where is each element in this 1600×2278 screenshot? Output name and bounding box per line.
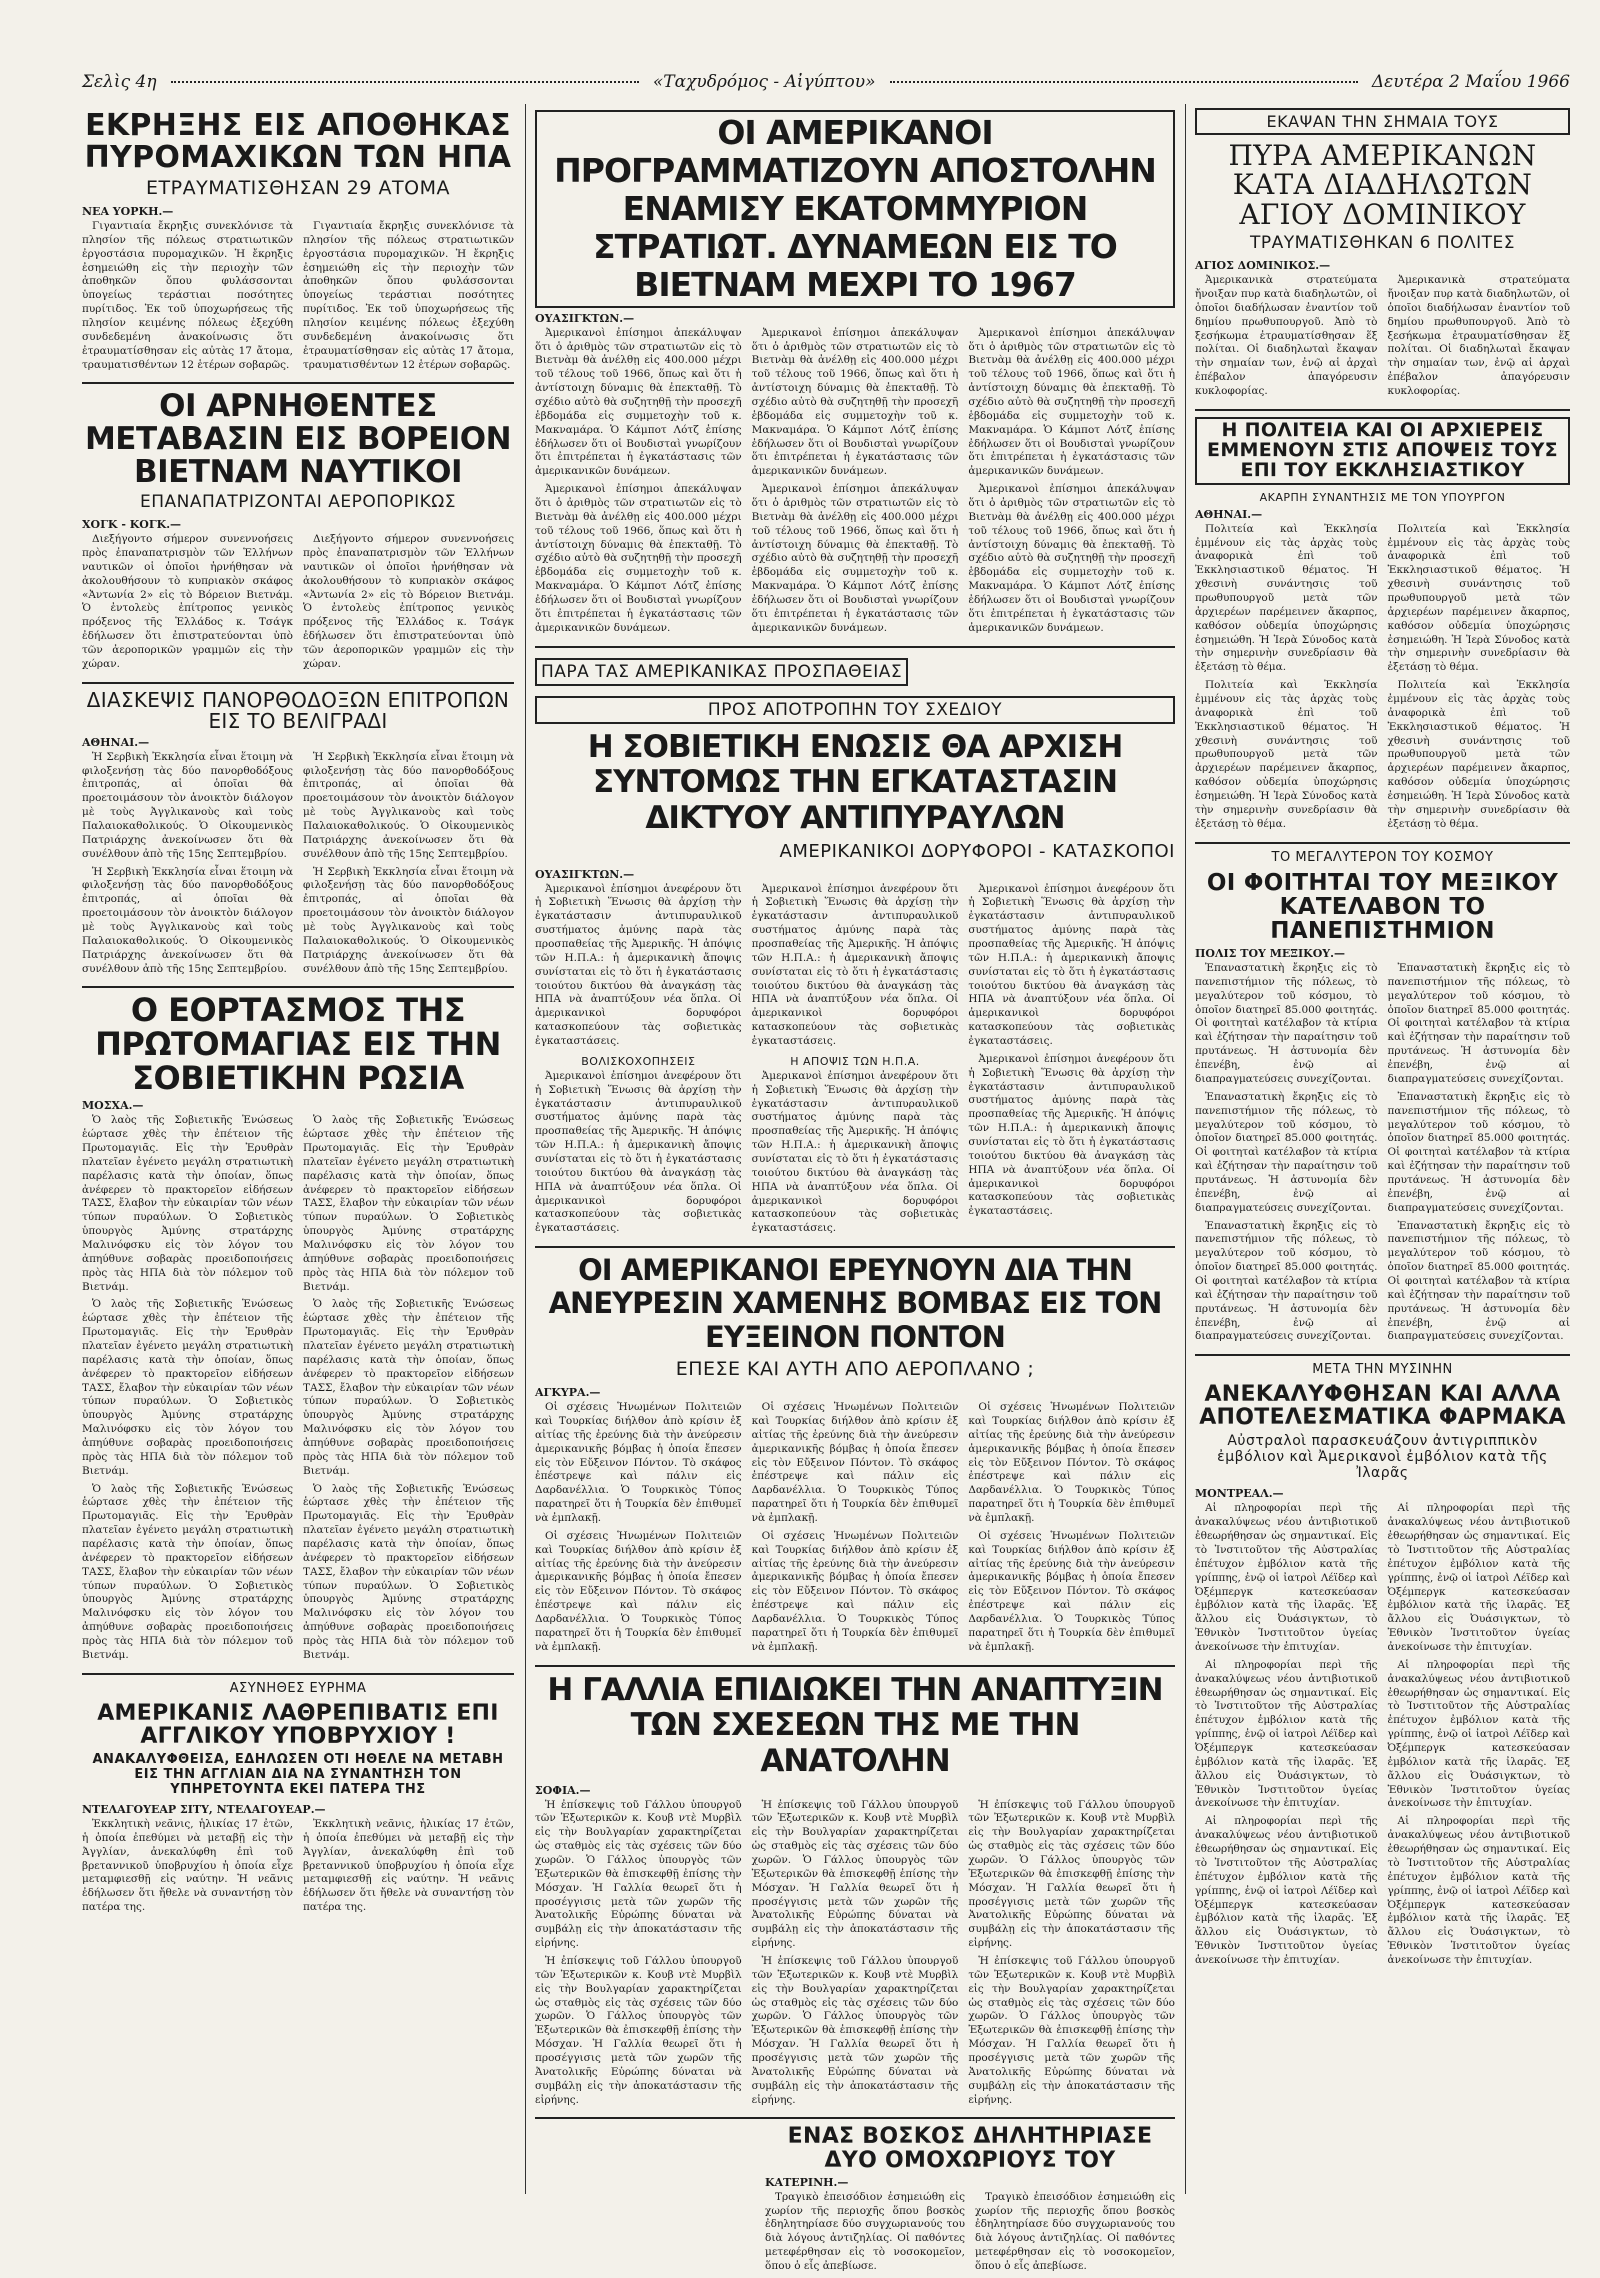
article-stowaway [82, 1681, 514, 1919]
headline: Ο ΕΟΡΤΑΣΜΟΣ ΤΗΣ ΠΡΩΤΟΜΑΓΙΑΣ ΕΙΣ ΤΗΝ ΣΟΒΙΕΤΙΚΗΝ ΡΩΣΙΑ [95, 991, 501, 1097]
article-body: Ὁ λαὸς τῆς Σοβιετικῆς Ἑνώσεως ἑώρτασε χθὲς τὴν ἐπέτειον τῆς Πρωτομαγιᾶς. Εἰς τὴν Ἐρυθρὰν πλατεῖαν ἐγένετο μεγάλη στρατιωτικὴ παρέλασις κατὰ τὴν ὁποίαν, ὅπως ἀνέφερεν τὸ πρακτορεῖον εἰδήσεων ΤΑΣΣ, ἔλαβον τὴν εὐκαιρίαν τῶν νέων τύπων πυραύλων. Ὁ Σοβιετικὸς ὑπουργὸς Ἀμύνης στρατάρχης Μαλινόφσκυ εἰς τὸν λόγον του ἀπηύθυνε σοβαρὰς προειδοποιήσεις πρὸς τὰς ΗΠΑ διὰ τὸν πόλεμον τοῦ Βιετνάμ. [82, 1482, 293, 1661]
article-body: Ὁ λαὸς τῆς Σοβιετικῆς Ἑνώσεως ἑώρτασε χθὲς τὴν ἐπέτειον τῆς Πρωτομαγιᾶς. Εἰς τὴν Ἐρυθρὰν πλατεῖαν ἐγένετο μεγάλη στρατιωτικὴ παρέλασις κατὰ τὴν ὁποίαν, ὅπως ἀνέφερεν τὸ πρακτορεῖον εἰδήσεων ΤΑΣΣ, ἔλαβον τὴν εὐκαιρίαν τῶν νέων τύπων πυραύλων. Ὁ Σοβιετικὸς ὑπουργὸς Ἀμύνης στρατάρχης Μαλινόφσκυ εἰς τὸν λόγον του ἀπηύθυνε σοβαρὰς προειδοποιήσεις πρὸς τὰς ΗΠΑ διὰ τὸν πόλεμον τοῦ Βιετνάμ. [303, 1114, 514, 1293]
article-body: Ἡ ἐπίσκεψις τοῦ Γάλλου ὑπουργοῦ τῶν Ἐξωτερικῶν κ. Κουβ ντὲ Μυρβὶλ εἰς τὴν Βουλγαρίαν χαρακτηρίζεται ὡς σταθμὸς εἰς τὰς σχέσεις τῶν δύο χωρῶν. Ὁ Γάλλος ὑπουργὸς τῶν Ἐξωτερικῶν θὰ ἐπισκεφθῇ ἐπίσης τὴν Μόσχαν. Ἡ Γαλλία θεωρεῖ ὅτι ἡ προσέγγισις μετὰ τῶν χωρῶν τῆς Ἀνατολικῆς Εὐρώπης δύναται νὰ συμβάλῃ εἰς τὴν ἀποκατάστασιν τῆς εἰρήνης. [751, 1955, 959, 2106]
article-body: Ἐπαναστατικὴ ἔκρηξις εἰς τὸ πανεπιστήμιον τῆς πόλεως, τὸ μεγαλύτερον τοῦ κόσμου, τὸ ὁποῖον διατηρεῖ 85.000 φοιτητάς. Οἱ φοιτηταὶ κατέλαβον τὰ κτίρια καὶ ἐζήτησαν τὴν παραίτησιν τοῦ πρυτάνεως. Ἡ ἀστυνομία δὲν ἐπενέβη, ἐνῷ αἱ διαπραγματεύσεις συνεχίζονται. [1387, 1219, 1570, 1343]
kicker: ΠΡΟΣ ΑΠΟΤΡΟΠΗΝ ΤΟΥ ΣΧΕΔΙΟΥ [535, 696, 1175, 724]
kicker: ΜΕΤΑ ΤΗΝ ΜΥΣΙΝΗΝ [1312, 1362, 1453, 1378]
article-body: Γιγαντιαία ἔκρηξις συνεκλόνισε τὰ πλησίον τῆς πόλεως στρατιωτικῶν ἐργοστάσια πυρομαχικῶν. Ἡ ἔκρηξις ἐσημειώθη εἰς τὴν περιοχὴν τῶν ἀποθηκῶν ὅπου φυλάσσονται ὑπογείως τεράστιαι ποσότητες πυρίτιδος. Ἐκ τοῦ ὑποχωρήσεως τῆς πλησίον κειμένης πόλεως ἐξεχύθη συνδεδεμένη ἀνακοίνωσις ὅτι ἐτραυματίσθησαν εἰς αὐτὰς 17 ἄτομα, τραυματισθέντων 12 ἑτέρων σοβαρῶς. [82, 220, 293, 371]
article-vietnam-troops [535, 110, 1175, 640]
article-body: Αἱ πληροφορίαι περὶ τῆς ἀνακαλύψεως νέου ἀντιβιοτικοῦ ἐθεωρήθησαν ὡς σημαντικαί. Εἰς τὸ Ἰνστιτοῦτον τῆς Αὐστραλίας ἐπέτυχον ἐμβόλιον κατὰ τῆς γρίππης, ἐνῷ οἱ ἰατροὶ Λέϊδερ καὶ Ὀξέμπεργκ κατεσκεύασαν ἐμβόλιον κατὰ τῆς ἰλαρᾶς. Ἐξ ἄλλου εἰς Ὀυάσιγκτων, τὸ Ἐθνικὸν Ἰνστιτοῦτον ὑγείας ἀνεκοίνωσε τὴν ἐπιτυχίαν. [1195, 1502, 1378, 1654]
article-body: Ἀμερικανοὶ ἐπίσημοι ἀνεφέρουν ὅτι ἡ Σοβιετικὴ Ἕνωσις θὰ ἀρχίσῃ τὴν ἐγκατάστασιν ἀντιπυραυλικοῦ συστήματος ἀμύνης παρὰ τὰς προσπαθείας τῆς Ἀμερικῆς. Ἡ ἀπόψις τῶν Η.Π.Α.: ἡ ἀμερικανικὴ ἄποψις συνίσταται εἰς τὸ ὅτι ἡ ἐγκατάστασις τοιούτου δικτύου θὰ ἀναγκάσῃ τὰς ΗΠΑ νὰ ἀναπτύξουν νέα ὅπλα. Οἱ ἀμερικανικοὶ δορυφόροι κατασκοπεύουν τὰς σοβιετικὰς ἐγκαταστάσεις. [968, 1052, 1176, 1218]
divider [1195, 409, 1570, 411]
kicker: ΕΚΑΨΑΝ ΤΗΝ ΣΗΜΑΙΑ ΤΟΥΣ [1195, 108, 1570, 135]
divider [535, 1246, 1175, 1248]
article-body: Αἱ πληροφορίαι περὶ τῆς ἀνακαλύψεως νέου ἀντιβιοτικοῦ ἐθεωρήθησαν ὡς σημαντικαί. Εἰς τὸ Ἰνστιτοῦτον τῆς Αὐστραλίας ἐπέτυχον ἐμβόλιον κατὰ τῆς γρίππης, ἐνῷ οἱ ἰατροὶ Λέϊδερ καὶ Ὀξέμπεργκ κατεσκεύασαν ἐμβόλιον κατὰ τῆς ἰλαρᾶς. Ἐξ ἄλλου εἰς Ὀυάσιγκτων, τὸ Ἐθνικὸν Ἰνστιτοῦτον ὑγείας ἀνεκοίνωσε τὴν ἐπιτυχίαν. [1387, 1502, 1570, 1654]
divider [82, 682, 514, 684]
article-body: Ἀμερικανοὶ ἐπίσημοι ἀνεφέρουν ὅτι ἡ Σοβιετικὴ Ἕνωσις θὰ ἀρχίσῃ τὴν ἐγκατάστασιν ἀντιπυραυλικοῦ συστήματος ἀμύνης παρὰ τὰς προσπαθείας τῆς Ἀμερικῆς. Ἡ ἀπόψις τῶν Η.Π.Α.: ἡ ἀμερικανικὴ ἄποψις συνίσταται εἰς τὸ ὅτι ἡ ἐγκατάστασις τοιούτου δικτύου θὰ ἀναγκάσῃ τὰς ΗΠΑ νὰ ἀναπτύξουν νέα ὅπλα. Οἱ ἀμερικανικοὶ δορυφόροι κατασκοπεύουν τὰς σοβιετικὰς ἐγκαταστάσεις. [535, 1069, 742, 1235]
headline: ΟΙ ΑΜΕΡΙΚΑΝΟΙ ΠΡΟΓΡΑΜΜΑΤΙΖΟΥΝ ΑΠΟΣΤΟΛΗΝ ΕΝΑΜΙΣΥ ΕΚΑΤΟΜΜΥΡΙΟΝ ΣΤΡΑΤΙΩΤ. ΔΥΝΑΜΕΩΝ ΕΙΣ ΤΟ ΒΙΕΤΝΑΜ ΜΕΧΡΙ ΤΟ 1967 [535, 110, 1175, 308]
article-body: Ἡ ἐπίσκεψις τοῦ Γάλλου ὑπουργοῦ τῶν Ἐξωτερικῶν κ. Κουβ ντὲ Μυρβὶλ εἰς τὴν Βουλγαρίαν χαρακτηρίζεται ὡς σταθμὸς εἰς τὰς σχέσεις τῶν δύο χωρῶν. Ὁ Γάλλος ὑπουργὸς τῶν Ἐξωτερικῶν θὰ ἐπισκεφθῇ ἐπίσης τὴν Μόσχαν. Ἡ Γαλλία θεωρεῖ ὅτι ἡ προσέγγισις μετὰ τῶν χωρῶν τῆς Ἀνατολικῆς Εὐρώπης δύναται νὰ συμβάλῃ εἰς τὴν ἀποκατάστασιν τῆς εἰρήνης. [535, 1798, 742, 1950]
headline: ΕΝΑΣ ΒΟΣΚΟΣ ΔΗΛΗΤΗΡΙΑΣΕ ΔΥΟ ΟΜΟΧΩΡΙΟΥΣ ΤΟΥ [787, 2124, 1153, 2173]
masthead-rule [890, 81, 1358, 83]
article-body: Πολιτεία καὶ Ἐκκλησία ἐμμένουν εἰς τὰς ἀρχὰς τοὺς ἀναφορικὰ ἐπὶ τοῦ Ἐκκλησιαστικοῦ θέματος. Ἡ χθεσινὴ συνάντησις τοῦ πρωθυπουργοῦ μετὰ τῶν ἀρχιερέων παρέμεινεν ἄκαρπος, καθόσον οὐδεμία ὑποχώρησις ἐσημειώθη. Ἡ Ἱερὰ Σύνοδος κατὰ τὴν σημερινὴν συνεδρίασιν θὰ ἐξετάσῃ τὸ θέμα. [1387, 522, 1570, 674]
article-body: Ἡ Σερβικὴ Ἐκκλησία εἶναι ἕτοιμη νὰ φιλοξενήσῃ τὰς δύο πανορθοδόξους ἐπιτροπάς, αἱ ὁποῖαι θὰ προετοιμάσουν τὸν ἀνοικτὸν διάλογον μὲ τοὺς Ἀγγλικανοὺς καὶ τοὺς Παλαιοκαθολικούς. Ὁ Οἰκουμενικὸς Πατριάρχης ἀνεκοίνωσεν ὅτι θὰ συνέλθουν ἀπὸ τῆς 15ης Σεπτεμβρίου. [303, 750, 514, 860]
article-body: Ἀμερικανικὰ στρατεύματα ἤνοιξαν πυρ κατὰ διαδηλωτῶν, οἱ ὁποῖοι διαδήλωσαν ἐναντίον τοῦ δημίου πρωθυπουργοῦ. Ἀπὸ τὸ ξεσήκωμα ἐτραυματίσθησαν ἕξ πολίται. Οἱ διαδηλωταὶ ἔκαψαν τὴν σημαίαν των, ἐνῷ αἱ ἀρχαὶ ἐπέβαλον ἀπαγόρευσιν κυκλοφορίας. [1195, 274, 1378, 398]
article-body: Ἀμερικανοὶ ἐπίσημοι ἀνεφέρουν ὅτι ἡ Σοβιετικὴ Ἕνωσις θὰ ἀρχίσῃ τὴν ἐγκατάστασιν ἀντιπυραυλικοῦ συστήματος ἀμύνης παρὰ τὰς προσπαθείας τῆς Ἀμερικῆς. Ἡ ἀπόψις τῶν Η.Π.Α.: ἡ ἀμερικανικὴ ἄποψις συνίσταται εἰς τὸ ὅτι ἡ ἐγκατάστασις τοιούτου δικτύου θὰ ἀναγκάσῃ τὰς ΗΠΑ νὰ ἀναπτύξουν νέα ὅπλα. Οἱ ἀμερικανικοὶ δορυφόροι κατασκοπεύουν τὰς σοβιετικὰς ἐγκαταστάσεις. [535, 882, 742, 1047]
headline: ΑΝΕΚΑΛΥΦΘΗΣΑΝ ΚΑΙ ΑΛΛΑ ΑΠΟΤΕΛΕΣΜΑΤΙΚΑ ΦΑΡΜΑΚΑ [1199, 1382, 1566, 1431]
dateline: ΝΕΑ ΥΟΡΚΗ.— [82, 205, 174, 218]
article-lost-bomb [535, 1254, 1175, 1659]
article-body: Ὁ λαὸς τῆς Σοβιετικῆς Ἑνώσεως ἑώρτασε χθὲς τὴν ἐπέτειον τῆς Πρωτομαγιᾶς. Εἰς τὴν Ἐρυθρὰν πλατεῖαν ἐγένετο μεγάλη στρατιωτικὴ παρέλασις κατὰ τὴν ὁποίαν, ὅπως ἀνέφερεν τὸ πρακτορεῖον εἰδήσεων ΤΑΣΣ, ἔλαβον τὴν εὐκαιρίαν τῶν νέων τύπων πυραύλων. Ὁ Σοβιετικὸς ὑπουργὸς Ἀμύνης στρατάρχης Μαλινόφσκυ εἰς τὸν λόγον του ἀπηύθυνε σοβαρὰς προειδοποιήσεις πρὸς τὰς ΗΠΑ διὰ τὸν πόλεμον τοῦ Βιετνάμ. [82, 1114, 293, 1293]
article-body: Οἱ σχέσεις Ἡνωμένων Πολιτειῶν καὶ Τουρκίας διήλθον ἀπὸ κρίσιν ἐξ αἰτίας τῆς ἐρεύνης διὰ τὴν ἀνεύρεσιν ἀμερικανικῆς βόμβας ἡ ὁποία ἔπεσεν εἰς τὸν Εὔξεινον Πόντον. Τὸ σκάφος ἐπέστρεψε καὶ πάλιν εἰς Δαρδανέλλια. Ὁ Τουρκικὸς Τύπος παρατηρεῖ ὅτι ἡ Τουρκία δὲν ἐπιθυμεῖ νὰ ἐμπλακῇ. [751, 1529, 959, 1653]
dateline: ΠΟΛΙΣ ΤΟΥ ΜΕΞΙΚΟΥ.— [1195, 947, 1345, 961]
divider [535, 1665, 1175, 1667]
subheadline: ΕΠΑΝΑΠΑΤΡΙΖΟΝΤΑΙ ΑΕΡΟΠΟΡΙΚΩΣ [139, 492, 457, 513]
article-body: Ἐπαναστατικὴ ἔκρηξις εἰς τὸ πανεπιστήμιον τῆς πόλεως, τὸ μεγαλύτερον τοῦ κόσμου, τὸ ὁποῖον διατηρεῖ 85.000 φοιτητάς. Οἱ φοιτηταὶ κατέλαβον τὰ κτίρια καὶ ἐζήτησαν τὴν παραίτησιν τοῦ πρυτάνεως. Ἡ ἀστυνομία δὲν ἐπενέβη, ἐνῷ αἱ διαπραγματεύσεις συνεχίζονται. [1387, 962, 1570, 1085]
left-column [82, 104, 514, 2204]
article-body: Ἐπαναστατικὴ ἔκρηξις εἰς τὸ πανεπιστήμιον τῆς πόλεως, τὸ μεγαλύτερον τοῦ κόσμου, τὸ ὁποῖον διατηρεῖ 85.000 φοιτητάς. Οἱ φοιτηταὶ κατέλαβον τὰ κτίρια καὶ ἐζήτησαν τὴν παραίτησιν τοῦ πρυτάνεως. Ἡ ἀστυνομία δὲν ἐπενέβη, ἐνῷ αἱ διαπραγματεύσεις συνεχίζονται. [1195, 1219, 1378, 1343]
subheadline: ΑΜΕΡΙΚΑΝΙΚΟΙ ΔΟΡΥΦΟΡΟΙ - ΚΑΤΑΣΚΟΠΟΙ [779, 840, 1175, 862]
article-body: Ὁ λαὸς τῆς Σοβιετικῆς Ἑνώσεως ἑώρτασε χθὲς τὴν ἐπέτειον τῆς Πρωτομαγιᾶς. Εἰς τὴν Ἐρυθρὰν πλατεῖαν ἐγένετο μεγάλη στρατιωτικὴ παρέλασις κατὰ τὴν ὁποίαν, ὅπως ἀνέφερεν τὸ πρακτορεῖον εἰδήσεων ΤΑΣΣ, ἔλαβον τὴν εὐκαιρίαν τῶν νέων τύπων πυραύλων. Ὁ Σοβιετικὸς ὑπουργὸς Ἀμύνης στρατάρχης Μαλινόφσκυ εἰς τὸν λόγον του ἀπηύθυνε σοβαρὰς προειδοποιήσεις πρὸς τὰς ΗΠΑ διὰ τὸν πόλεμον τοῦ Βιετνάμ. [303, 1298, 514, 1477]
article-body: Ἐπαναστατικὴ ἔκρηξις εἰς τὸ πανεπιστήμιον τῆς πόλεως, τὸ μεγαλύτερον τοῦ κόσμου, τὸ ὁποῖον διατηρεῖ 85.000 φοιτητάς. Οἱ φοιτηταὶ κατέλαβον τὰ κτίρια καὶ ἐζήτησαν τὴν παραίτησιν τοῦ πρυτάνεως. Ἡ ἀστυνομία δὲν ἐπενέβη, ἐνῷ αἱ διαπραγματεύσεις συνεχίζονται. [1195, 1090, 1378, 1214]
article-body: Ἐκκλητικὴ νεᾶνις, ἡλικίας 17 ἐτῶν, ἡ ὁποία ἐπεθύμει νὰ μεταβῇ εἰς τὴν Ἀγγλίαν, ἀνεκαλύφθη ἐπὶ τοῦ βρεταννικοῦ ὑποβρυχίου ἡ ὁποία εἶχε μεταμφιεσθῇ εἰς ναύτην. Ἡ νεᾶνις ἐδήλωσεν ὅτι ἤθελε νὰ συναντήσῃ τὸν πατέρα της. [303, 1817, 514, 1914]
dateline: ΜΟΝΤΡΕΑΛ.— [1195, 1487, 1284, 1501]
article-body: Τραγικὸ ἐπεισόδιον ἐσημειώθη εἰς χωρίον τῆς περιοχῆς ὅπου βοσκὸς ἐδηλητηρίασε δύο συγχωριανούς του διὰ λόγους ἀντιζηλίας. Οἱ παθόντες μετεφέρθησαν εἰς τὸ νοσοκομεῖον, ὅπου ὁ εἷς ἀπεβίωσε. [765, 2190, 965, 2272]
article-body: Αἱ πληροφορίαι περὶ τῆς ἀνακαλύψεως νέου ἀντιβιοτικοῦ ἐθεωρήθησαν ὡς σημαντικαί. Εἰς τὸ Ἰνστιτοῦτον τῆς Αὐστραλίας ἐπέτυχον ἐμβόλιον κατὰ τῆς γρίππης, ἐνῷ οἱ ἰατροὶ Λέϊδερ καὶ Ὀξέμπεργκ κατεσκεύασαν ἐμβόλιον κατὰ τῆς ἰλαρᾶς. Ἐξ ἄλλου εἰς Ὀυάσιγκτων, τὸ Ἐθνικὸν Ἰνστιτοῦτον ὑγείας ἀνεκοίνωσε τὴν ἐπιτυχίαν. [1195, 1815, 1378, 1966]
headline: ΠΥΡΑ ΑΜΕΡΙΚΑΝΩΝ ΚΑΤΑ ΔΙΑΔΗΛΩΤΩΝ ΑΓΙΟΥ ΔΟΜΙΝΙΚΟΥ [1228, 139, 1537, 231]
headline: ΟΙ ΑΡΝΗΘΕΝΤΕΣ ΜΕΤΑΒΑΣΙΝ ΕΙΣ ΒΟΡΕΙΟΝ ΒΙΕΤΝΑΜ ΝΑΥΤΙΚΟΙ [84, 388, 512, 490]
section-label: Η ΑΠΟΨΙΣ ΤΩΝ Η.Π.Α. [790, 1054, 920, 1068]
column-rule [525, 104, 526, 2194]
headline: ΟΙ ΑΜΕΡΙΚΑΝΟΙ ΕΡΕΥΝΟΥΝ ΔΙΑ ΤΗΝ ΑΝΕΥΡΕΣΙΝ ΧΑΜΕΝΗΣ ΒΟΜΒΑΣ ΕΙΣ ΤΟΝ ΕΥΞΕΙΝΟΝ ΠΟΝΤΟΝ [548, 1253, 1162, 1354]
article-body: Γιγαντιαία ἔκρηξις συνεκλόνισε τὰ πλησίον τῆς πόλεως στρατιωτικῶν ἐργοστάσια πυρομαχικῶν. Ἡ ἔκρηξις ἐσημειώθη εἰς τὴν περιοχὴν τῶν ἀποθηκῶν ὅπου φυλάσσονται ὑπογείως τεράστιαι ποσότητες πυρίτιδος. Ἐκ τοῦ ὑποχωρήσεως τῆς πλησίον κειμένης πόλεως ἐξεχύθη συνδεδεμένη ἀνακοίνωσις ὅτι ἐτραυματίσθησαν εἰς αὐτὰς 17 ἄτομα, τραυματισθέντων 12 ἑτέρων σοβαρῶς. [303, 220, 514, 371]
article-body: Ἐπαναστατικὴ ἔκρηξις εἰς τὸ πανεπιστήμιον τῆς πόλεως, τὸ μεγαλύτερον τοῦ κόσμου, τὸ ὁποῖον διατηρεῖ 85.000 φοιτητάς. Οἱ φοιτηταὶ κατέλαβον τὰ κτίρια καὶ ἐζήτησαν τὴν παραίτησιν τοῦ πρυτάνεως. Ἡ ἀστυνομία δὲν ἐπενέβη, ἐνῷ αἱ διαπραγματεύσεις συνεχίζονται. [1387, 1090, 1570, 1214]
dateline: ΑΘΗΝΑΙ.— [1195, 507, 1263, 521]
article-sailors [82, 390, 514, 675]
article-mayday [82, 991, 514, 1666]
article-body: Ἡ Σερβικὴ Ἐκκλησία εἶναι ἕτοιμη νὰ φιλοξενήσῃ τὰς δύο πανορθοδόξους ἐπιτροπάς, αἱ ὁποῖαι θὰ προετοιμάσουν τὸν ἀνοικτὸν διάλογον μὲ τοὺς Ἀγγλικανοὺς καὶ τοὺς Παλαιοκαθολικούς. Ὁ Οἰκουμενικὸς Πατριάρχης ἀνεκοίνωσεν ὅτι θὰ συνέλθουν ἀπὸ τῆς 15ης Σεπτεμβρίου. [82, 750, 293, 860]
dateline: ΚΑΤΕΡΙΝΗ.— [765, 2175, 849, 2189]
article-body: Ἀμερικανοὶ ἐπίσημοι ἀπεκάλυψαν ὅτι ὁ ἀριθμὸς τῶν στρατιωτῶν εἰς τὸ Βιετνὰμ θὰ ἀνέλθῃ εἰς 400.000 μέχρι τοῦ τέλους τοῦ 1966, ὅπως καὶ ὅτι ἡ ἀντίστοιχη δύναμις θὰ ἐπεκταθῇ. Τὸ σχέδιο αὐτὸ θὰ συζητηθῇ τὴν προσεχῆ ἑβδομάδα εἰς συμμετοχὴν τοῦ κ. Μακναμάρα. Ὁ Κάμποτ Λότζ ἐπίσης ἐδήλωσεν ὅτι οἱ Βουδισταὶ γνωρίζουν ὅτι ἐπιτρέπεται ἡ ἐγκατάστασις τῶν ἀμερικανικῶν δυνάμεων. [751, 326, 959, 478]
subheadline: ΑΝΑΚΑΛΥΦΘΕΙΣΑ, ΕΔΗΛΩΣΕΝ ΟΤΙ ΗΘΕΛΕ ΝΑ ΜΕΤΑΒΗ ΕΙΣ ΤΗΝ ΑΓΓΛΙΑΝ ΔΙΑ ΝΑ ΣΥΝΑΝΤΗΣΗ ΤΟΝ ΥΠΗΡΕΤΟΥΝΤΑ ΕΚΕΙ ΠΑΤΕΡΑ ΤΗΣ [92, 1751, 504, 1797]
article-dominican [1195, 108, 1570, 403]
divider [535, 2117, 1175, 2119]
article-shepherd [765, 2125, 1175, 2277]
kicker: ΠΑΡΑ ΤΑΣ ΑΜΕΡΙΚΑΝΙΚΑΣ ΠΡΟΣΠΑΘΕΙΑΣ [535, 658, 908, 686]
article-body: Οἱ σχέσεις Ἡνωμένων Πολιτειῶν καὶ Τουρκίας διήλθον ἀπὸ κρίσιν ἐξ αἰτίας τῆς ἐρεύνης διὰ τὴν ἀνεύρεσιν ἀμερικανικῆς βόμβας ἡ ὁποία ἔπεσεν εἰς τὸν Εὔξεινον Πόντον. Τὸ σκάφος ἐπέστρεψε καὶ πάλιν εἰς Δαρδανέλλια. Ὁ Τουρκικὸς Τύπος παρατηρεῖ ὅτι ἡ Τουρκία δὲν ἐπιθυμεῖ νὰ ἐμπλακῇ. [535, 1401, 742, 1525]
subheadline: ΤΡΑΥΜΑΤΙΣΘΗΚΑΝ 6 ΠΟΛΙΤΕΣ [1249, 233, 1516, 254]
article-church-state [1195, 417, 1570, 836]
article-body: Αἱ πληροφορίαι περὶ τῆς ἀνακαλύψεως νέου ἀντιβιοτικοῦ ἐθεωρήθησαν ὡς σημαντικαί. Εἰς τὸ Ἰνστιτοῦτον τῆς Αὐστραλίας ἐπέτυχον ἐμβόλιον κατὰ τῆς γρίππης, ἐνῷ οἱ ἰατροὶ Λέϊδερ καὶ Ὀξέμπεργκ κατεσκεύασαν ἐμβόλιον κατὰ τῆς ἰλαρᾶς. Ἐξ ἄλλου εἰς Ὀυάσιγκτων, τὸ Ἐθνικὸν Ἰνστιτοῦτον ὑγείας ἀνεκοίνωσε τὴν ἐπιτυχίαν. [1387, 1815, 1570, 1966]
article-body: Οἱ σχέσεις Ἡνωμένων Πολιτειῶν καὶ Τουρκίας διήλθον ἀπὸ κρίσιν ἐξ αἰτίας τῆς ἐρεύνης διὰ τὴν ἀνεύρεσιν ἀμερικανικῆς βόμβας ἡ ὁποία ἔπεσεν εἰς τὸν Εὔξεινον Πόντον. Τὸ σκάφος ἐπέστρεψε καὶ πάλιν εἰς Δαρδανέλλια. Ὁ Τουρκικὸς Τύπος παρατηρεῖ ὅτι ἡ Τουρκία δὲν ἐπιθυμεῖ νὰ ἐμπλακῇ. [968, 1401, 1176, 1525]
dateline: ΣΟΦΙΑ.— [535, 1783, 591, 1797]
article-body: Ἀμερικανικὰ στρατεύματα ἤνοιξαν πυρ κατὰ διαδηλωτῶν, οἱ ὁποῖοι διαδήλωσαν ἐναντίον τοῦ δημίου πρωθυπουργοῦ. Ἀπὸ τὸ ξεσήκωμα ἐτραυματίσθησαν ἕξ πολίται. Οἱ διαδηλωταὶ ἔκαψαν τὴν σημαίαν των, ἐνῷ αἱ ἀρχαὶ ἐπέβαλον ἀπαγόρευσιν κυκλοφορίας. [1387, 274, 1570, 398]
headline: Η ΓΑΛΛΙΑ ΕΠΙΔΙΩΚΕΙ ΤΗΝ ΑΝΑΠΤΥΞΙΝ ΤΩΝ ΣΧΕΣΕΩΝ ΤΗΣ ΜΕ ΤΗΝ ΑΝΑΤΟΛΗΝ [547, 1671, 1163, 1779]
article-body: Ἀμερικανοὶ ἐπίσημοι ἀνεφέρουν ὅτι ἡ Σοβιετικὴ Ἕνωσις θὰ ἀρχίσῃ τὴν ἐγκατάστασιν ἀντιπυραυλικοῦ συστήματος ἀμύνης παρὰ τὰς προσπαθείας τῆς Ἀμερικῆς. Ἡ ἀπόψις τῶν Η.Π.Α.: ἡ ἀμερικανικὴ ἄποψις συνίσταται εἰς τὸ ὅτι ἡ ἐγκατάστασις τοιούτου δικτύου θὰ ἀναγκάσῃ τὰς ΗΠΑ νὰ ἀναπτύξουν νέα ὅπλα. Οἱ ἀμερικανικοὶ δορυφόροι κατασκοπεύουν τὰς σοβιετικὰς ἐγκαταστάσεις. [751, 882, 959, 1047]
subheadline: Αὐστραλοὶ παρασκευάζουν ἀντιγριππικὸν ἐμβόλιον καὶ Ἀμερικανοὶ ἐμβόλιον κατὰ τῆς Ἰλαρᾶς [1217, 1433, 1548, 1482]
subheadline: ΑΚΑΡΠΗ ΣΥΝΑΝΤΗΣΙΣ ΜΕ ΤΟΝ ΥΠΟΥΡΓΟΝ [1259, 490, 1506, 504]
article-body: Ἀμερικανοὶ ἐπίσημοι ἀπεκάλυψαν ὅτι ὁ ἀριθμὸς τῶν στρατιωτῶν εἰς τὸ Βιετνὰμ θὰ ἀνέλθῃ εἰς 400.000 μέχρι τοῦ τέλους τοῦ 1966, ὅπως καὶ ὅτι ἡ ἀντίστοιχη δύναμις θὰ ἐπεκταθῇ. Τὸ σχέδιο αὐτὸ θὰ συζητηθῇ τὴν προσεχῆ ἑβδομάδα εἰς συμμετοχὴν τοῦ κ. Μακναμάρα. Ὁ Κάμποτ Λότζ ἐπίσης ἐδήλωσεν ὅτι οἱ Βουδισταὶ γνωρίζουν ὅτι ἐπιτρέπεται ἡ ἐγκατάστασις τῶν ἀμερικανικῶν δυνάμεων. [968, 483, 1176, 634]
article-vaccines [1195, 1362, 1570, 1972]
dateline: ΟΥΑΣΙΓΚΤΩΝ.— [535, 867, 635, 881]
headline: ΕΚΡΗΞΗΣ ΕΙΣ ΑΠΟΘΗΚΑΣ ΠΥΡΟΜΑΧΙΚΩΝ ΤΩΝ ΗΠΑ [84, 108, 512, 175]
subheadline: ΕΠΕΣΕ ΚΑΙ ΑΥΤΗ ΑΠΟ ΑΕΡΟΠΛΑΝΟ ; [675, 1358, 1035, 1381]
subheadline: ΕΤΡΑΥΜΑΤΙΣΘΗΣΑΝ 29 ΑΤΟΜΑ [146, 177, 450, 199]
divider [535, 646, 1175, 648]
section-label: ΒΟΛΙΣΚΟΧΟΠΗΣΕΙΣ [581, 1054, 696, 1068]
page-number: Σελὶς 4η [82, 72, 157, 92]
dateline: ΜΟΣΧΑ.— [82, 1099, 144, 1113]
article-body: Πολιτεία καὶ Ἐκκλησία ἐμμένουν εἰς τὰς ἀρχὰς τοὺς ἀναφορικὰ ἐπὶ τοῦ Ἐκκλησιαστικοῦ θέματος. Ἡ χθεσινὴ συνάντησις τοῦ πρωθυπουργοῦ μετὰ τῶν ἀρχιερέων παρέμεινεν ἄκαρπος, καθόσον οὐδεμία ὑποχώρησις ἐσημειώθη. Ἡ Ἱερὰ Σύνοδος κατὰ τὴν σημερινὴν συνεδρίασιν θὰ ἐξετάσῃ τὸ θέμα. [1195, 679, 1378, 830]
divider [82, 382, 514, 384]
article-body: Οἱ σχέσεις Ἡνωμένων Πολιτειῶν καὶ Τουρκίας διήλθον ἀπὸ κρίσιν ἐξ αἰτίας τῆς ἐρεύνης διὰ τὴν ἀνεύρεσιν ἀμερικανικῆς βόμβας ἡ ὁποία ἔπεσεν εἰς τὸν Εὔξεινον Πόντον. Τὸ σκάφος ἐπέστρεψε καὶ πάλιν εἰς Δαρδανέλλια. Ὁ Τουρκικὸς Τύπος παρατηρεῖ ὅτι ἡ Τουρκία δὲν ἐπιθυμεῖ νὰ ἐμπλακῇ. [751, 1401, 959, 1525]
article-body: Ἡ ἐπίσκεψις τοῦ Γάλλου ὑπουργοῦ τῶν Ἐξωτερικῶν κ. Κουβ ντὲ Μυρβὶλ εἰς τὴν Βουλγαρίαν χαρακτηρίζεται ὡς σταθμὸς εἰς τὰς σχέσεις τῶν δύο χωρῶν. Ὁ Γάλλος ὑπουργὸς τῶν Ἐξωτερικῶν θὰ ἐπισκεφθῇ ἐπίσης τὴν Μόσχαν. Ἡ Γαλλία θεωρεῖ ὅτι ἡ προσέγγισις μετὰ τῶν χωρῶν τῆς Ἀνατολικῆς Εὐρώπης δύναται νὰ συμβάλῃ εἰς τὴν ἀποκατάστασιν τῆς εἰρήνης. [968, 1798, 1176, 1950]
article-explosion [82, 110, 514, 376]
article-body: Ἀμερικανοὶ ἐπίσημοι ἀπεκάλυψαν ὅτι ὁ ἀριθμὸς τῶν στρατιωτῶν εἰς τὸ Βιετνὰμ θὰ ἀνέλθῃ εἰς 400.000 μέχρι τοῦ τέλους τοῦ 1966, ὅπως καὶ ὅτι ἡ ἀντίστοιχη δύναμις θὰ ἐπεκταθῇ. Τὸ σχέδιο αὐτὸ θὰ συζητηθῇ τὴν προσεχῆ ἑβδομάδα εἰς συμμετοχὴν τοῦ κ. Μακναμάρα. Ὁ Κάμποτ Λότζ ἐπίσης ἐδήλωσεν ὅτι οἱ Βουδισταὶ γνωρίζουν ὅτι ἐπιτρέπεται ἡ ἐγκατάστασις τῶν ἀμερικανικῶν δυνάμεων. [535, 483, 742, 634]
divider [82, 986, 514, 988]
dateline: ΑΘΗΝΑΙ.— [82, 735, 150, 749]
dateline: ΧΟΓΚ - ΚΟΓΚ.— [82, 518, 182, 532]
article-body: Ἡ Σερβικὴ Ἐκκλησία εἶναι ἕτοιμη νὰ φιλοξενήσῃ τὰς δύο πανορθοδόξους ἐπιτροπάς, αἱ ὁποῖαι θὰ προετοιμάσουν τὸν ἀνοικτὸν διάλογον μὲ τοὺς Ἀγγλικανοὺς καὶ τοὺς Παλαιοκαθολικούς. Ὁ Οἰκουμενικὸς Πατριάρχης ἀνεκοίνωσεν ὅτι θὰ συνέλθουν ἀπὸ τῆς 15ης Σεπτεμβρίου. [82, 865, 293, 975]
headline: Η ΣΟΒΙΕΤΙΚΗ ΕΝΩΣΙΣ ΘΑ ΑΡΧΙΣΗ ΣΥΝΤΟΜΩΣ ΤΗΝ ΕΓΚΑΤΑΣΤΑΣΙΝ ΔΙΚΤΥΟΥ ΑΝΤΙΠΥΡΑΥΛΩΝ [587, 728, 1123, 836]
article-body: Ὁ λαὸς τῆς Σοβιετικῆς Ἑνώσεως ἑώρτασε χθὲς τὴν ἐπέτειον τῆς Πρωτομαγιᾶς. Εἰς τὴν Ἐρυθρὰν πλατεῖαν ἐγένετο μεγάλη στρατιωτικὴ παρέλασις κατὰ τὴν ὁποίαν, ὅπως ἀνέφερεν τὸ πρακτορεῖον εἰδήσεων ΤΑΣΣ, ἔλαβον τὴν εὐκαιρίαν τῶν νέων τύπων πυραύλων. Ὁ Σοβιετικὸς ὑπουργὸς Ἀμύνης στρατάρχης Μαλινόφσκυ εἰς τὸν λόγον του ἀπηύθυνε σοβαρὰς προειδοποιήσεις πρὸς τὰς ΗΠΑ διὰ τὸν πόλεμον τοῦ Βιετνάμ. [82, 1298, 293, 1477]
article-body: Αἱ πληροφορίαι περὶ τῆς ἀνακαλύψεως νέου ἀντιβιοτικοῦ ἐθεωρήθησαν ὡς σημαντικαί. Εἰς τὸ Ἰνστιτοῦτον τῆς Αὐστραλίας ἐπέτυχον ἐμβόλιον κατὰ τῆς γρίππης, ἐνῷ οἱ ἰατροὶ Λέϊδερ καὶ Ὀξέμπεργκ κατεσκεύασαν ἐμβόλιον κατὰ τῆς ἰλαρᾶς. Ἐξ ἄλλου εἰς Ὀυάσιγκτων, τὸ Ἐθνικὸν Ἰνστιτοῦτον ὑγείας ἀνεκοίνωσε τὴν ἐπιτυχίαν. [1387, 1658, 1570, 1810]
article-body: Αἱ πληροφορίαι περὶ τῆς ἀνακαλύψεως νέου ἀντιβιοτικοῦ ἐθεωρήθησαν ὡς σημαντικαί. Εἰς τὸ Ἰνστιτοῦτον τῆς Αὐστραλίας ἐπέτυχον ἐμβόλιον κατὰ τῆς γρίππης, ἐνῷ οἱ ἰατροὶ Λέϊδερ καὶ Ὀξέμπεργκ κατεσκεύασαν ἐμβόλιον κατὰ τῆς ἰλαρᾶς. Ἐξ ἄλλου εἰς Ὀυάσιγκτων, τὸ Ἐθνικὸν Ἰνστιτοῦτον ὑγείας ἀνεκοίνωσε τὴν ἐπιτυχίαν. [1195, 1658, 1378, 1810]
article-body: Ἀμερικανοὶ ἐπίσημοι ἀνεφέρουν ὅτι ἡ Σοβιετικὴ Ἕνωσις θὰ ἀρχίσῃ τὴν ἐγκατάστασιν ἀντιπυραυλικοῦ συστήματος ἀμύνης παρὰ τὰς προσπαθείας τῆς Ἀμερικῆς. Ἡ ἀπόψις τῶν Η.Π.Α.: ἡ ἀμερικανικὴ ἄποψις συνίσταται εἰς τὸ ὅτι ἡ ἐγκατάστασις τοιούτου δικτύου θὰ ἀναγκάσῃ τὰς ΗΠΑ νὰ ἀναπτύξουν νέα ὅπλα. Οἱ ἀμερικανικοὶ δορυφόροι κατασκοπεύουν τὰς σοβιετικὰς ἐγκαταστάσεις. [751, 1069, 959, 1235]
right-column [1195, 104, 1570, 2204]
dateline: ΑΓΚΥΡΑ.— [535, 1386, 601, 1400]
dateline: ΑΓΙΟΣ ΔΟΜΙΝΙΚΟΣ.— [1195, 259, 1331, 273]
paper-name: «Ταχυδρόμος - Αἰγύπτου» [652, 72, 876, 92]
article-body: Πολιτεία καὶ Ἐκκλησία ἐμμένουν εἰς τὰς ἀρχὰς τοὺς ἀναφορικὰ ἐπὶ τοῦ Ἐκκλησιαστικοῦ θέματος. Ἡ χθεσινὴ συνάντησις τοῦ πρωθυπουργοῦ μετὰ τῶν ἀρχιερέων παρέμεινεν ἄκαρπος, καθόσον οὐδεμία ὑποχώρησις ἐσημειώθη. Ἡ Ἱερὰ Σύνοδος κατὰ τὴν σημερινὴν συνεδρίασιν θὰ ἐξετάσῃ τὸ θέμα. [1387, 679, 1570, 830]
headline: ΟΙ ΦΟΙΤΗΤΑΙ ΤΟΥ ΜΕΞΙΚΟΥ ΚΑΤΕΛΑΒΟΝ ΤΟ ΠΑΝΕΠΙΣΤΗΜΙΟΝ [1206, 869, 1559, 944]
article-body: Ἡ ἐπίσκεψις τοῦ Γάλλου ὑπουργοῦ τῶν Ἐξωτερικῶν κ. Κουβ ντὲ Μυρβὶλ εἰς τὴν Βουλγαρίαν χαρακτηρίζεται ὡς σταθμὸς εἰς τὰς σχέσεις τῶν δύο χωρῶν. Ὁ Γάλλος ὑπουργὸς τῶν Ἐξωτερικῶν θὰ ἐπισκεφθῇ ἐπίσης τὴν Μόσχαν. Ἡ Γαλλία θεωρεῖ ὅτι ἡ προσέγγισις μετὰ τῶν χωρῶν τῆς Ἀνατολικῆς Εὐρώπης δύναται νὰ συμβάλῃ εἰς τὴν ἀποκατάστασιν τῆς εἰρήνης. [968, 1955, 1176, 2106]
headline: ΑΜΕΡΙΚΑΝΙΣ ΛΑΘΡΕΠΙΒΑΤΙΣ ΕΠΙ ΑΓΓΛΙΚΟΥ ΥΠΟΒΡΥΧΙΟΥ ! [97, 1700, 499, 1749]
article-france-east [535, 1673, 1175, 2112]
article-body: Ἀμερικανοὶ ἐπίσημοι ἀπεκάλυψαν ὅτι ὁ ἀριθμὸς τῶν στρατιωτῶν εἰς τὸ Βιετνὰμ θὰ ἀνέλθῃ εἰς 400.000 μέχρι τοῦ τέλους τοῦ 1966, ὅπως καὶ ὅτι ἡ ἀντίστοιχη δύναμις θὰ ἐπεκταθῇ. Τὸ σχέδιο αὐτὸ θὰ συζητηθῇ τὴν προσεχῆ ἑβδομάδα εἰς συμμετοχὴν τοῦ κ. Μακναμάρα. Ὁ Κάμποτ Λότζ ἐπίσης ἐδήλωσεν ὅτι οἱ Βουδισταὶ γνωρίζουν ὅτι ἐπιτρέπεται ἡ ἐγκατάστασις τῶν ἀμερικανικῶν δυνάμεων. [751, 483, 959, 634]
article-body: Ἡ ἐπίσκεψις τοῦ Γάλλου ὑπουργοῦ τῶν Ἐξωτερικῶν κ. Κουβ ντὲ Μυρβὶλ εἰς τὴν Βουλγαρίαν χαρακτηρίζεται ὡς σταθμὸς εἰς τὰς σχέσεις τῶν δύο χωρῶν. Ὁ Γάλλος ὑπουργὸς τῶν Ἐξωτερικῶν θὰ ἐπισκεφθῇ ἐπίσης τὴν Μόσχαν. Ἡ Γαλλία θεωρεῖ ὅτι ἡ προσέγγισις μετὰ τῶν χωρῶν τῆς Ἀνατολικῆς Εὐρώπης δύναται νὰ συμβάλῃ εἰς τὴν ἀποκατάστασιν τῆς εἰρήνης. [751, 1798, 959, 1950]
kicker: ΤΟ ΜΕΓΑΛΥΤΕΡΟΝ ΤΟΥ ΚΟΣΜΟΥ [1271, 849, 1494, 865]
article-body: Ἀμερικανοὶ ἐπίσημοι ἀνεφέρουν ὅτι ἡ Σοβιετικὴ Ἕνωσις θὰ ἀρχίσῃ τὴν ἐγκατάστασιν ἀντιπυραυλικοῦ συστήματος ἀμύνης παρὰ τὰς προσπαθείας τῆς Ἀμερικῆς. Ἡ ἀπόψις τῶν Η.Π.Α.: ἡ ἀμερικανικὴ ἄποψις συνίσταται εἰς τὸ ὅτι ἡ ἐγκατάστασις τοιούτου δικτύου θὰ ἀναγκάσῃ τὰς ΗΠΑ νὰ ἀναπτύξουν νέα ὅπλα. Οἱ ἀμερικανικοὶ δορυφόροι κατασκοπεύουν τὰς σοβιετικὰς ἐγκαταστάσεις. [968, 882, 1176, 1047]
divider [1195, 1354, 1570, 1356]
article-body: Οἱ σχέσεις Ἡνωμένων Πολιτειῶν καὶ Τουρκίας διήλθον ἀπὸ κρίσιν ἐξ αἰτίας τῆς ἐρεύνης διὰ τὴν ἀνεύρεσιν ἀμερικανικῆς βόμβας ἡ ὁποία ἔπεσεν εἰς τὸν Εὔξεινον Πόντον. Τὸ σκάφος ἐπέστρεψε καὶ πάλιν εἰς Δαρδανέλλια. Ὁ Τουρκικὸς Τύπος παρατηρεῖ ὅτι ἡ Τουρκία δὲν ἐπιθυμεῖ νὰ ἐμπλακῇ. [535, 1529, 742, 1653]
article-orthodox [82, 687, 514, 981]
masthead-rule [171, 81, 639, 83]
article-body: Ἡ Σερβικὴ Ἐκκλησία εἶναι ἕτοιμη νὰ φιλοξενήσῃ τὰς δύο πανορθοδόξους ἐπιτροπάς, αἱ ὁποῖαι θὰ προετοιμάσουν τὸν ἀνοικτὸν διάλογον μὲ τοὺς Ἀγγλικανοὺς καὶ τοὺς Παλαιοκαθολικούς. Ὁ Οἰκουμενικὸς Πατριάρχης ἀνεκοίνωσεν ὅτι θὰ συνέλθουν ἀπὸ τῆς 15ης Σεπτεμβρίου. [303, 865, 514, 975]
divider [1195, 842, 1570, 844]
headline: ΔΙΑΣΚΕΨΙΣ ΠΑΝΟΡΘΟΔΟΞΩΝ ΕΠΙΤΡΟΠΩΝ ΕΙΣ ΤΟ ΒΕΛΙΓΡΑΔΙ [86, 687, 510, 733]
article-body: Διεξήγοντο σήμερον συνεννοήσεις πρὸς ἐπαναπατρισμὸν τῶν Ἑλλήνων ναυτικῶν οἱ ὁποῖοι ἠρνήθησαν νὰ ἀκολουθήσουν τὸ κυπριακὸν σκάφος «Ἀντωνία 2» εἰς τὸ Βόρειον Βιετνάμ. Ὁ ἐντολεὺς ἐπίτροπος γενικὸς πρόξενος τῆς Ἑλλάδος κ. Τσάγκ ἐδήλωσεν ὅτι ἐπιστρατεύονται ὑπὸ τῶν ἀεροπορικῶν γραμμῶν εἰς τὴν χώραν. [82, 533, 293, 670]
article-body: Ἀμερικανοὶ ἐπίσημοι ἀπεκάλυψαν ὅτι ὁ ἀριθμὸς τῶν στρατιωτῶν εἰς τὸ Βιετνὰμ θὰ ἀνέλθῃ εἰς 400.000 μέχρι τοῦ τέλους τοῦ 1966, ὅπως καὶ ὅτι ἡ ἀντίστοιχη δύναμις θὰ ἐπεκταθῇ. Τὸ σχέδιο αὐτὸ θὰ συζητηθῇ τὴν προσεχῆ ἑβδομάδα εἰς συμμετοχὴν τοῦ κ. Μακναμάρα. Ὁ Κάμποτ Λότζ ἐπίσης ἐδήλωσεν ὅτι οἱ Βουδισταὶ γνωρίζουν ὅτι ἐπιτρέπεται ἡ ἐγκατάστασις τῶν ἀμερικανικῶν δυνάμεων. [968, 326, 1176, 478]
article-body: Οἱ σχέσεις Ἡνωμένων Πολιτειῶν καὶ Τουρκίας διήλθον ἀπὸ κρίσιν ἐξ αἰτίας τῆς ἐρεύνης διὰ τὴν ἀνεύρεσιν ἀμερικανικῆς βόμβας ἡ ὁποία ἔπεσεν εἰς τὸν Εὔξεινον Πόντον. Τὸ σκάφος ἐπέστρεψε καὶ πάλιν εἰς Δαρδανέλλια. Ὁ Τουρκικὸς Τύπος παρατηρεῖ ὅτι ἡ Τουρκία δὲν ἐπιθυμεῖ νὰ ἐμπλακῇ. [968, 1529, 1176, 1653]
kicker: ΑΣΥΝΗΘΕΣ ΕΥΡΗΜΑ [229, 1680, 367, 1696]
article-body: Ἐκκλητικὴ νεᾶνις, ἡλικίας 17 ἐτῶν, ἡ ὁποία ἐπεθύμει νὰ μεταβῇ εἰς τὴν Ἀγγλίαν, ἀνεκαλύφθη ἐπὶ τοῦ βρεταννικοῦ ὑποβρυχίου ἡ ὁποία εἶχε μεταμφιεσθῇ εἰς ναύτην. Ἡ νεᾶνις ἐδήλωσεν ὅτι ἤθελε νὰ συναντήσῃ τὸν πατέρα της. [82, 1817, 293, 1914]
dateline: ΝΤΕΛΑΓΟΥΕΑΡ ΣΙΤΥ, ΝΤΕΛΑΓΟΥΕΑΡ.— [82, 1802, 326, 1816]
article-body: Ὁ λαὸς τῆς Σοβιετικῆς Ἑνώσεως ἑώρτασε χθὲς τὴν ἐπέτειον τῆς Πρωτομαγιᾶς. Εἰς τὴν Ἐρυθρὰν πλατεῖαν ἐγένετο μεγάλη στρατιωτικὴ παρέλασις κατὰ τὴν ὁποίαν, ὅπως ἀνέφερεν τὸ πρακτορεῖον εἰδήσεων ΤΑΣΣ, ἔλαβον τὴν εὐκαιρίαν τῶν νέων τύπων πυραύλων. Ὁ Σοβιετικὸς ὑπουργὸς Ἀμύνης στρατάρχης Μαλινόφσκυ εἰς τὸν λόγον του ἀπηύθυνε σοβαρὰς προειδοποιήσεις πρὸς τὰς ΗΠΑ διὰ τὸν πόλεμον τοῦ Βιετνάμ. [303, 1482, 514, 1661]
article-body: Πολιτεία καὶ Ἐκκλησία ἐμμένουν εἰς τὰς ἀρχὰς τοὺς ἀναφορικὰ ἐπὶ τοῦ Ἐκκλησιαστικοῦ θέματος. Ἡ χθεσινὴ συνάντησις τοῦ πρωθυπουργοῦ μετὰ τῶν ἀρχιερέων παρέμεινεν ἄκαρπος, καθόσον οὐδεμία ὑποχώρησις ἐσημειώθη. Ἡ Ἱερὰ Σύνοδος κατὰ τὴν σημερινὴν συνεδρίασιν θὰ ἐξετάσῃ τὸ θέμα. [1195, 522, 1378, 674]
divider [82, 1673, 514, 1675]
article-body: Ἐπαναστατικὴ ἔκρηξις εἰς τὸ πανεπιστήμιον τῆς πόλεως, τὸ μεγαλύτερον τοῦ κόσμου, τὸ ὁποῖον διατηρεῖ 85.000 φοιτητάς. Οἱ φοιτηταὶ κατέλαβον τὰ κτίρια καὶ ἐζήτησαν τὴν παραίτησιν τοῦ πρυτάνεως. Ἡ ἀστυνομία δὲν ἐπενέβη, ἐνῷ αἱ διαπραγματεύσεις συνεχίζονται. [1195, 962, 1378, 1085]
article-body: Τραγικὸ ἐπεισόδιον ἐσημειώθη εἰς χωρίον τῆς περιοχῆς ὅπου βοσκὸς ἐδηλητηρίασε δύο συγχωριανούς του διὰ λόγους ἀντιζηλίας. Οἱ παθόντες μετεφέρθησαν εἰς τὸ νοσοκομεῖον, ὅπου ὁ εἷς ἀπεβίωσε. [975, 2190, 1175, 2272]
article-body: Ἡ ἐπίσκεψις τοῦ Γάλλου ὑπουργοῦ τῶν Ἐξωτερικῶν κ. Κουβ ντὲ Μυρβὶλ εἰς τὴν Βουλγαρίαν χαρακτηρίζεται ὡς σταθμὸς εἰς τὰς σχέσεις τῶν δύο χωρῶν. Ὁ Γάλλος ὑπουργὸς τῶν Ἐξωτερικῶν θὰ ἐπισκεφθῇ ἐπίσης τὴν Μόσχαν. Ἡ Γαλλία θεωρεῖ ὅτι ἡ προσέγγισις μετὰ τῶν χωρῶν τῆς Ἀνατολικῆς Εὐρώπης δύναται νὰ συμβάλῃ εἰς τὴν ἀποκατάστασιν τῆς εἰρήνης. [535, 1955, 742, 2106]
column-rule [1185, 104, 1186, 2194]
issue-date: Δευτέρα 2 Μαΐου 1966 [1371, 72, 1570, 92]
headline: Η ΠΟΛΙΤΕΙΑ ΚΑΙ ΟΙ ΑΡΧΙΕΡΕΙΣ ΕΜΜΕΝΟΥΝ ΣΤΙΣ ΑΠΟΨΕΙΣ ΤΟΥΣ ΕΠΙ ΤΟΥ ΕΚΚΛΗΣΙΑΣΤΙΚΟΥ [1195, 417, 1570, 485]
center-column [535, 104, 1176, 2272]
article-body: Ἀμερικανοὶ ἐπίσημοι ἀπεκάλυψαν ὅτι ὁ ἀριθμὸς τῶν στρατιωτῶν εἰς τὸ Βιετνὰμ θὰ ἀνέλθῃ εἰς 400.000 μέχρι τοῦ τέλους τοῦ 1966, ὅπως καὶ ὅτι ἡ ἀντίστοιχη δύναμις θὰ ἐπεκταθῇ. Τὸ σχέδιο αὐτὸ θὰ συζητηθῇ τὴν προσεχῆ ἑβδομάδα εἰς συμμετοχὴν τοῦ κ. Μακναμάρα. Ὁ Κάμποτ Λότζ ἐπίσης ἐδήλωσεν ὅτι οἱ Βουδισταὶ γνωρίζουν ὅτι ἐπιτρέπεται ἡ ἐγκατάστασις τῶν ἀμερικανικῶν δυνάμεων. [535, 326, 742, 478]
masthead [82, 68, 1570, 96]
article-antimissile [535, 654, 1175, 1241]
article-body: Διεξήγοντο σήμερον συνεννοήσεις πρὸς ἐπαναπατρισμὸν τῶν Ἑλλήνων ναυτικῶν οἱ ὁποῖοι ἠρνήθησαν νὰ ἀκολουθήσουν τὸ κυπριακὸν σκάφος «Ἀντωνία 2» εἰς τὸ Βόρειον Βιετνάμ. Ὁ ἐντολεὺς ἐπίτροπος γενικὸς πρόξενος τῆς Ἑλλάδος κ. Τσάγκ ἐδήλωσεν ὅτι ἐπιστρατεύονται ὑπὸ τῶν ἀεροπορικῶν γραμμῶν εἰς τὴν χώραν. [303, 533, 514, 670]
dateline: ΟΥΑΣΙΓΚΤΩΝ.— [535, 311, 635, 325]
article-mexico-students [1195, 850, 1570, 1349]
